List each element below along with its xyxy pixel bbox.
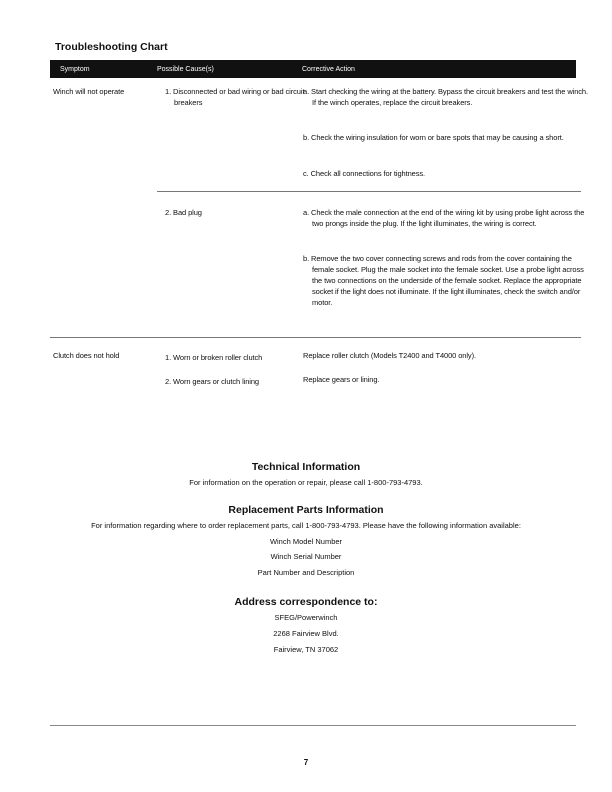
technical-info-title: Technical Information xyxy=(251,461,361,473)
header-symptom: Symptom xyxy=(60,66,90,73)
address-line: SFEG/Powerwinch xyxy=(274,613,338,622)
header-possible-causes: Possible Cause(s) xyxy=(157,66,214,73)
cause-worn-gears: 2. Worn gears or clutch lining xyxy=(165,377,259,386)
list-item: Winch Model Number xyxy=(269,537,343,546)
action-check-male-connection: a. Check the male connection at the end of the wiring kit by using probe light across the two prongs inside the plug. If the light illuminates, the wiring is correct. xyxy=(303,208,585,228)
cause-disconnected-wiring: 1. Disconnected or bad wiring or bad circuit breakers xyxy=(165,87,305,107)
action-remove-cover-screws: b. Remove the two cover connecting screws and rods from the cover containing the female socket. Plug the male socket into the female socket. Use a probe light across the two connections on the underside of the female socket. Replace the appropriate socket if the light does not illuminate. If the light illuminates, check the switch and/or motor. xyxy=(303,254,584,307)
replacement-parts-title: Replacement Parts Information xyxy=(228,504,384,516)
technical-info-text: For information on the operation or repair, please call 1-800-793-4793. xyxy=(189,478,423,487)
address-line: 2268 Fairview Blvd. xyxy=(273,629,339,638)
address-line: Fairview, TN 37062 xyxy=(273,645,339,654)
action-replace-gears: Replace gears or lining. xyxy=(303,375,380,384)
address-title: Address correspondence to: xyxy=(234,596,378,608)
list-item: Winch Serial Number xyxy=(270,552,342,561)
cause-bad-plug: 2. Bad plug xyxy=(165,208,202,217)
chart-title: Troubleshooting Chart xyxy=(55,41,168,53)
footer-rule xyxy=(50,725,576,726)
row-divider xyxy=(157,191,581,192)
row-divider xyxy=(50,337,581,338)
list-item: Part Number and Description xyxy=(257,568,355,577)
page-number: 7 xyxy=(303,758,309,767)
action-replace-roller-clutch: Replace roller clutch (Models T2400 and T4000 only). xyxy=(303,351,476,360)
action-check-connections: c. Check all connections for tightness. xyxy=(303,169,425,178)
cause-worn-roller-clutch: 1. Worn or broken roller clutch xyxy=(165,353,263,362)
action-check-battery-wiring: a. Start checking the wiring at the battery. Bypass the circuit breakers and test the winch. If the winch operates, replace the circuit breakers. xyxy=(303,87,588,107)
symptom-clutch-not-hold: Clutch does not hold xyxy=(53,351,120,360)
replacement-parts-text: For information regarding where to order replacement parts, call 1-800-793-4793. Please have the following information available: xyxy=(91,521,521,530)
symptom-winch-not-operate: Winch will not operate xyxy=(53,87,125,96)
action-check-insulation: b. Check the wiring insulation for worn or bare spots that may be causing a short. xyxy=(303,133,564,142)
header-corrective-action: Corrective Action xyxy=(302,66,355,73)
